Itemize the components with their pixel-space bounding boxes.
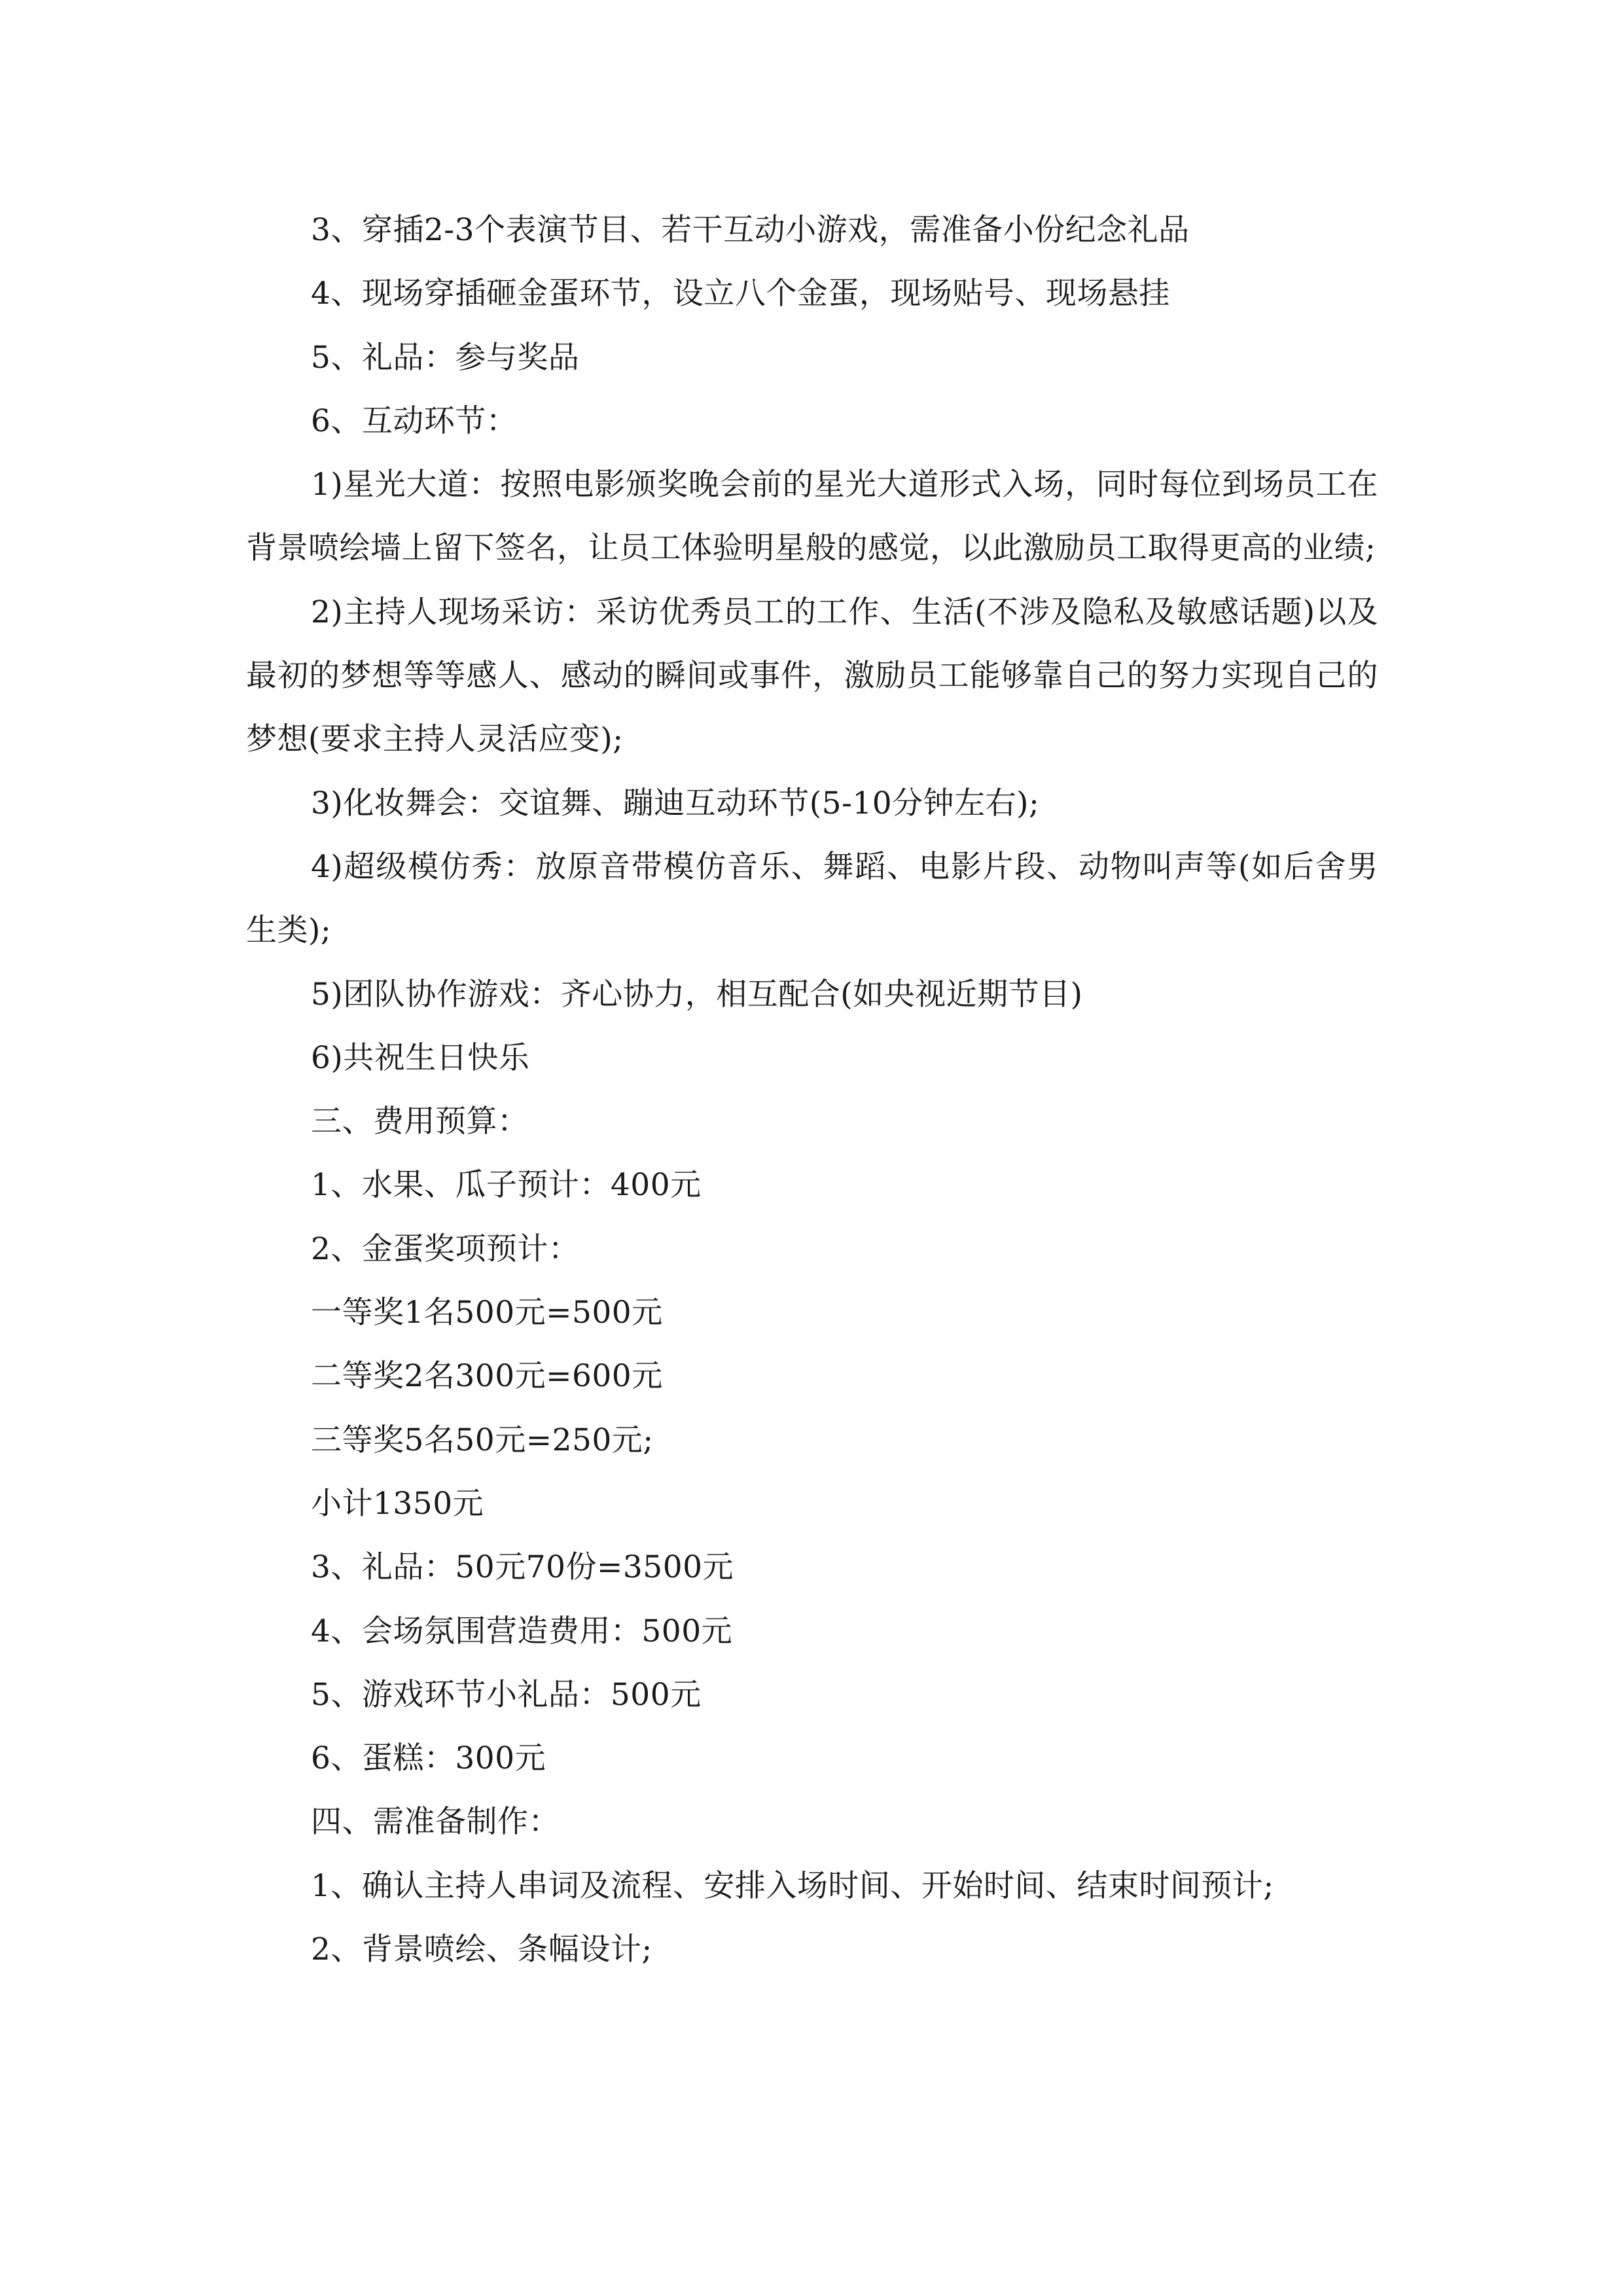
budget-item-third-prize: 三等奖5名50元=250元; bbox=[311, 1422, 654, 1458]
list-item-host-interview: 2)主持人现场采访：采访优秀员工的工作、生活(不涉及隐私及敏感话题)以及最初的梦想等等感人、感动的瞬间或事件，激励员工能够靠自己的努力实现自己的梦想(要求主持人灵活应变); bbox=[246, 594, 1378, 758]
document-body bbox=[246, 198, 1378, 1981]
list-item-imitation-show: 4)超级模仿秀：放原音带模仿音乐、舞蹈、电影片段、动物叫声等(如后舍男生类); bbox=[246, 848, 1378, 949]
prep-item-backdrop: 2、背景喷绘、条幅设计; bbox=[311, 1931, 652, 1968]
budget-item-venue: 4、会场氛围营造费用：500元 bbox=[311, 1613, 733, 1649]
list-item-interaction-heading: 6、互动环节： bbox=[311, 403, 518, 439]
budget-item-game-gifts: 5、游戏环节小礼品：500元 bbox=[311, 1676, 702, 1713]
list-item-performance: 3、穿插2-3个表演节目、若干互动小游戏，需准备小份纪念礼品 bbox=[311, 212, 1190, 248]
prep-item-host-script: 1、确认主持人串词及流程、安排入场时间、开始时间、结束时间预计; bbox=[311, 1867, 1274, 1904]
budget-item-fruit: 1、水果、瓜子预计：400元 bbox=[311, 1167, 702, 1204]
budget-item-cake: 6、蛋糕：300元 bbox=[311, 1740, 546, 1777]
list-item-birthday: 6)共祝生日快乐 bbox=[311, 1039, 530, 1076]
budget-subtotal: 小计1350元 bbox=[311, 1485, 484, 1522]
list-item-golden-egg: 4、现场穿插砸金蛋环节，设立八个金蛋，现场贴号、现场悬挂 bbox=[311, 276, 1170, 312]
list-item-team-game: 5)团队协作游戏：齐心协力，相互配合(如央视近期节目) bbox=[311, 976, 1083, 1013]
section-heading-budget: 三、费用预算： bbox=[311, 1103, 529, 1140]
budget-item-first-prize: 一等奖1名500元=500元 bbox=[311, 1295, 663, 1331]
section-heading-preparation: 四、需准备制作： bbox=[311, 1804, 560, 1840]
list-item-gifts: 5、礼品：参与奖品 bbox=[311, 339, 580, 376]
budget-item-golden-egg: 2、金蛋奖项预计： bbox=[311, 1230, 580, 1267]
list-item-star-avenue: 1)星光大道：按照电影颁奖晚会前的星光大道形式入场，同时每位到场员工在背景喷绘墙上留下签名，让员工体验明星般的感觉，以此激励员工取得更高的业绩; bbox=[246, 467, 1378, 567]
list-item-masquerade: 3)化妆舞会：交谊舞、蹦迪互动环节(5-10分钟左右); bbox=[311, 785, 1040, 821]
budget-item-second-prize: 二等奖2名300元=600元 bbox=[311, 1358, 663, 1395]
budget-item-gifts: 3、礼品：50元70份=3500元 bbox=[311, 1549, 734, 1586]
